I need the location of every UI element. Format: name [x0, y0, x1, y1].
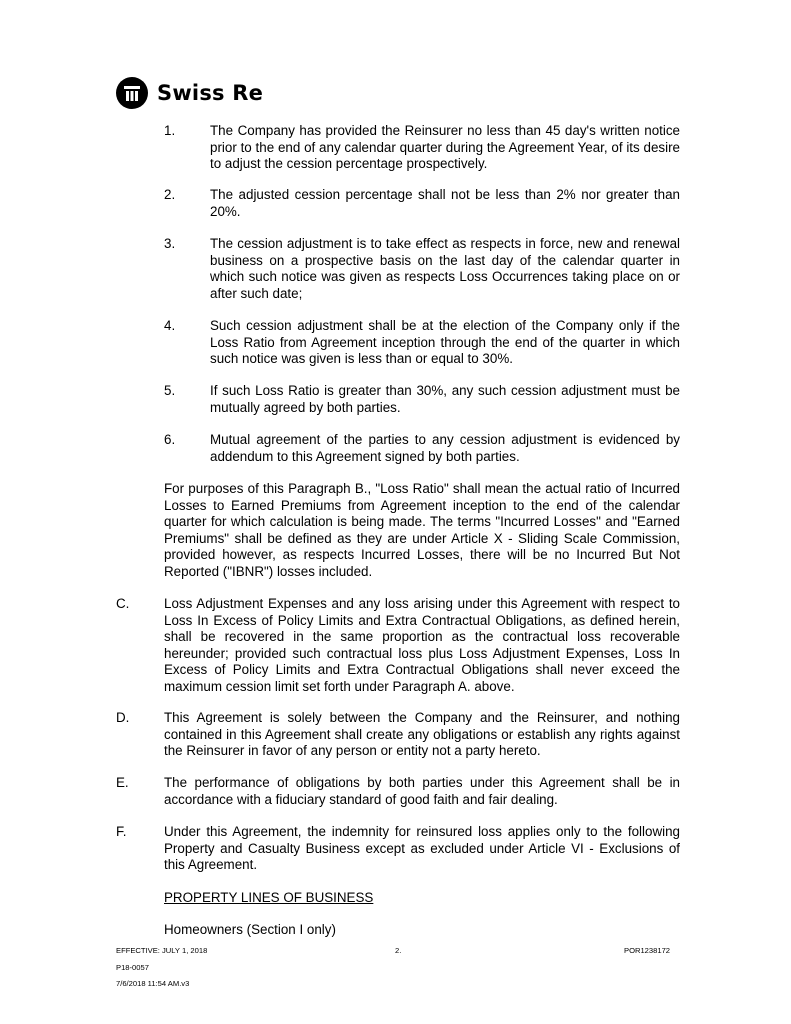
item-letter: E.: [116, 775, 129, 790]
item-letter: D.: [116, 710, 130, 725]
item-text: The performance of obligations by both parties under this Agreement shall be in accordance with a fiduciary standard of good faith and fair dealing.: [164, 775, 680, 807]
paragraph-b-definition: For purposes of this Paragraph B., "Loss Ratio" shall mean the actual ratio of Incurred Losses to Earned Premiums from Agreement inception to the end of the calendar quarter for which calculation is being made. The terms "Incurred Losses" and "Earned Premiums" shall be defined as they are under Article X - Sliding Scale Commission, provided however, as respects Incurred Losses, there will be no Incurred But Not Reported ("IBNR") losses included.: [164, 481, 680, 579]
item-letter: F.: [116, 824, 127, 839]
item-text: The adjusted cession percentage shall not be less than 2% nor greater than 20%.: [210, 187, 680, 219]
swiss-re-logo-icon: [116, 77, 148, 109]
line-of-business-item: Homeowners (Section I only): [164, 922, 336, 937]
item-number: 6.: [164, 432, 176, 447]
item-text: Such cession adjustment shall be at the election of the Company only if the Loss Ratio from Agreement inception through the end of the quarter in which such notice was given is less than or equal to 30%.: [210, 318, 680, 367]
item-number: 2.: [164, 187, 176, 202]
footer-page-number: 2.: [395, 946, 402, 955]
item-text: The cession adjustment is to take effect as respects in force, new and renewal business on a prospective basis on the last day of the calendar quarter in which such notice was given as respects Loss Occurrences taking place on or after such date;: [210, 236, 680, 301]
footer-effective-date: EFFECTIVE: JULY 1, 2018: [116, 946, 208, 955]
item-text: Under this Agreement, the indemnity for reinsured loss applies only to the following Property and Casualty Business except as excluded under Article VI - Exclusions of this Agreement.: [164, 824, 680, 873]
footer-reference: POR1238172: [624, 946, 671, 955]
footer-timestamp: 7/6/2018 11:54 AM.v3: [116, 979, 190, 988]
footer-code: P18-0057: [116, 963, 149, 972]
item-text: The Company has provided the Reinsurer no less than 45 day's written notice prior to the end of any calendar quarter during the Agreement Year, of its desire to adjust the cession percentage prospectively.: [210, 123, 680, 172]
swiss-re-logo: [116, 77, 263, 109]
item-text: If such Loss Ratio is greater than 30%, any such cession adjustment must be mutually agreed by both parties.: [210, 383, 680, 415]
item-text: Mutual agreement of the parties to any cession adjustment is evidenced by addendum to this Agreement signed by both parties.: [210, 432, 680, 464]
item-number: 5.: [164, 383, 176, 398]
item-text: This Agreement is solely between the Company and the Reinsurer, and nothing contained in this Agreement shall create any obligations or establish any rights against the Reinsurer in favor of any person or entity not a party hereto.: [164, 710, 680, 759]
item-number: 1.: [164, 123, 176, 138]
item-letter: C.: [116, 596, 130, 611]
logo-text: Swiss Re: [157, 81, 264, 105]
item-number: 3.: [164, 236, 176, 251]
section-heading: PROPERTY LINES OF BUSINESS: [164, 890, 374, 905]
item-number: 4.: [164, 318, 176, 333]
item-text: Loss Adjustment Expenses and any loss arising under this Agreement with respect to Loss In Excess of Policy Limits and Extra Contractual Obligations, as defined herein, shall be recovered in the same proportion as the contractual loss recoverable hereunder; provided such contractual loss plus Loss Adjustment Expenses, Loss In Excess of Policy Limits and Extra Contractual Obligations shall never exceed the maximum cession limit set forth under Paragraph A. above.: [164, 596, 680, 694]
